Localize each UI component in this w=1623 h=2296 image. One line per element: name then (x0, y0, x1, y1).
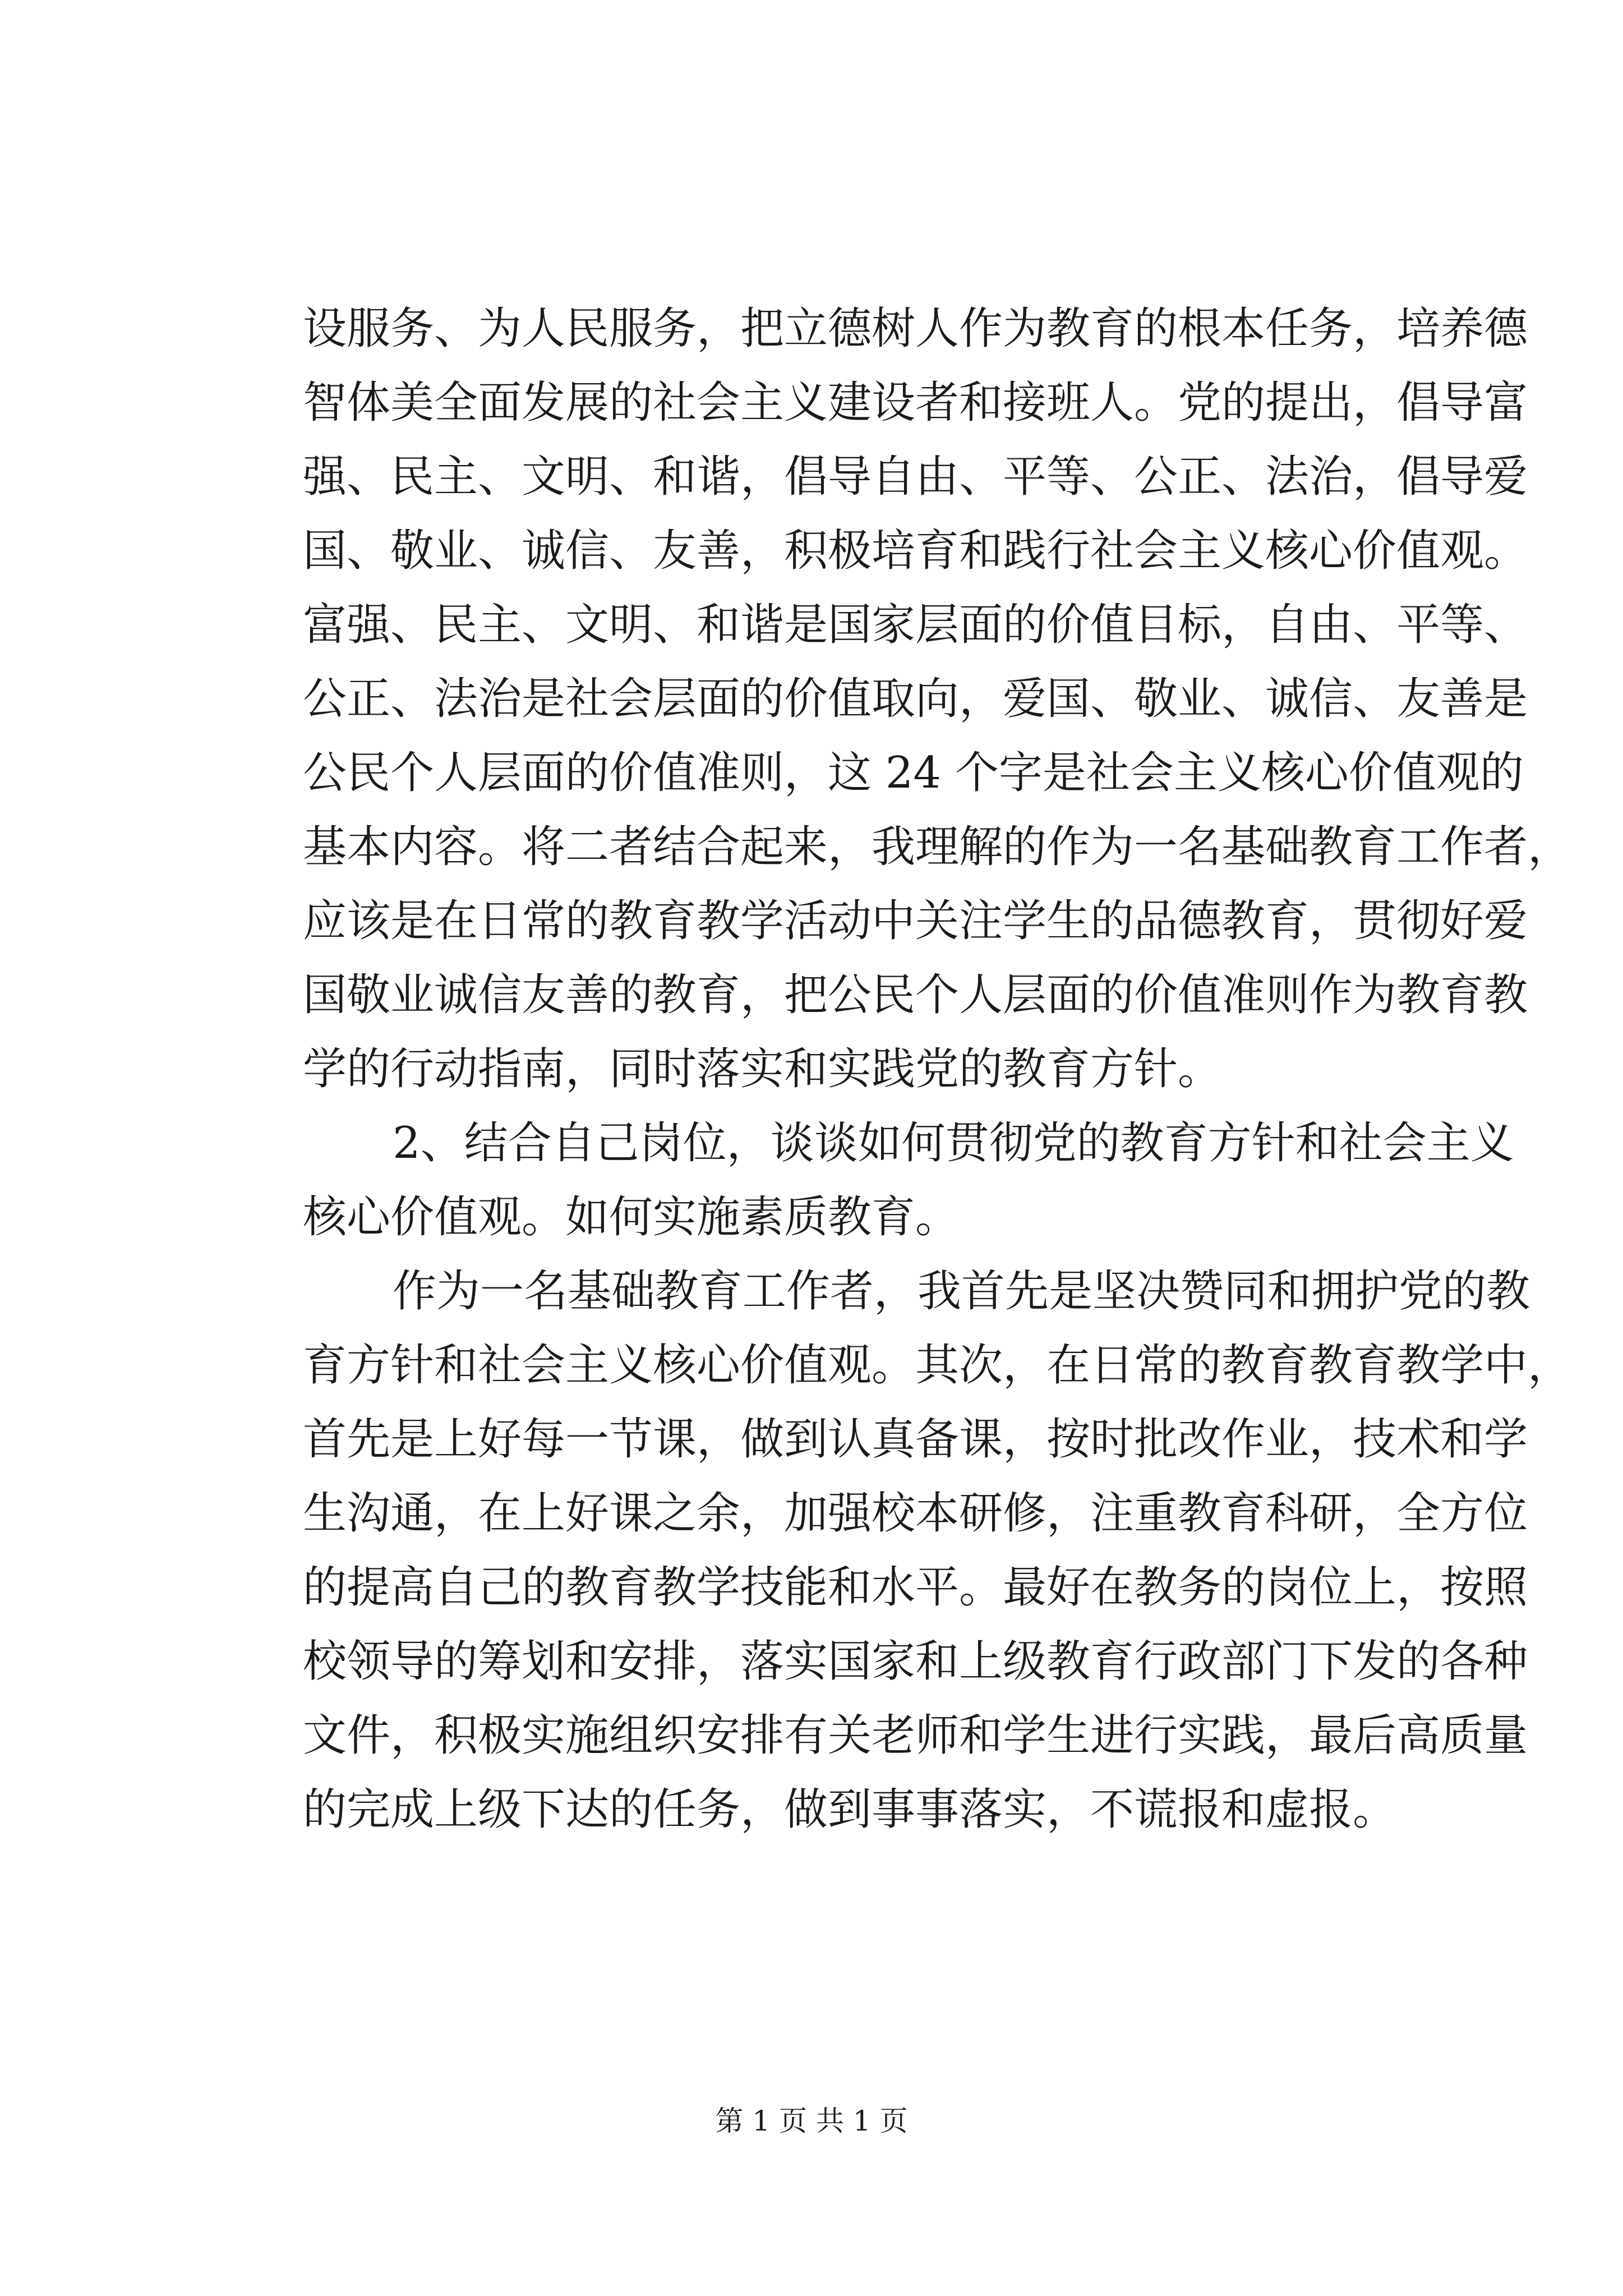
text-line: 的提高自己的教育教学技能和水平。最好在教务的岗位上，按照 (303, 1562, 1528, 1613)
text-line: 校领导的筹划和安排，落实国家和上级教育行政部门下发的各种 (303, 1636, 1528, 1687)
text-line: 基本内容。将二者结合起来，我理解的作为一名基础教育工作者， (303, 822, 1572, 872)
text-line: 作为一名基础教育工作者，我首先是坚决赞同和拥护党的教 (393, 1266, 1530, 1317)
paragraph (303, 292, 1572, 1106)
text-line: 应该是在日常的教育教学活动中关注学生的品德教育，贯彻好爱 (303, 896, 1528, 946)
text-line: 公正、法治是社会层面的价值取向，爱国、敬业、诚信、友善是 (303, 674, 1528, 724)
question-paragraph (303, 1106, 1514, 1254)
text-line: 智体美全面发展的社会主义建设者和接班人。党的提出，倡导富 (303, 378, 1528, 428)
document-body (303, 292, 1572, 1847)
text-line: 核心价值观。如何实施素质教育。 (303, 1192, 960, 1243)
text-line: 富强、民主、文明、和谐是国家层面的价值目标，自由、平等、 (303, 600, 1528, 650)
text-line: 国、敬业、诚信、友善，积极培育和践行社会主义核心价值观。 (303, 526, 1528, 576)
text-line: 公民个人层面的价值准则，这 24 个字是社会主义核心价值观的 (303, 748, 1524, 798)
text-line: 国敬业诚信友善的教育，把公民个人层面的价值准则作为教育教 (303, 970, 1528, 1020)
text-line: 育方针和社会主义核心价值观。其次，在日常的教育教育教学中， (303, 1340, 1572, 1391)
page-footer (0, 2101, 1623, 2141)
text-line: 首先是上好每一节课，做到认真备课，按时批改作业，技术和学 (303, 1414, 1528, 1465)
text-line: 的完成上级下达的任务，做到事事落实，不谎报和虚报。 (303, 1784, 1397, 1835)
text-line: 设服务、为人民服务，把立德树人作为教育的根本任务，培养德 (303, 303, 1528, 354)
text-line: 学的行动指南，同时落实和实践党的教育方针。 (303, 1044, 1222, 1094)
text-line: 文件，积极实施组织安排有关老师和学生进行实践，最后高质量 (303, 1710, 1528, 1761)
text-line: 2、结合自己岗位，谈谈如何贯彻党的教育方针和社会主义 (393, 1118, 1514, 1168)
answer-paragraph (303, 1254, 1572, 1847)
page-number: 第 1 页 共 1 页 (715, 2105, 908, 2137)
text-line: 强、民主、文明、和谐，倡导自由、平等、公正、法治，倡导爱 (303, 452, 1528, 502)
text-line: 生沟通，在上好课之余，加强校本研修，注重教育科研，全方位 (303, 1488, 1528, 1539)
